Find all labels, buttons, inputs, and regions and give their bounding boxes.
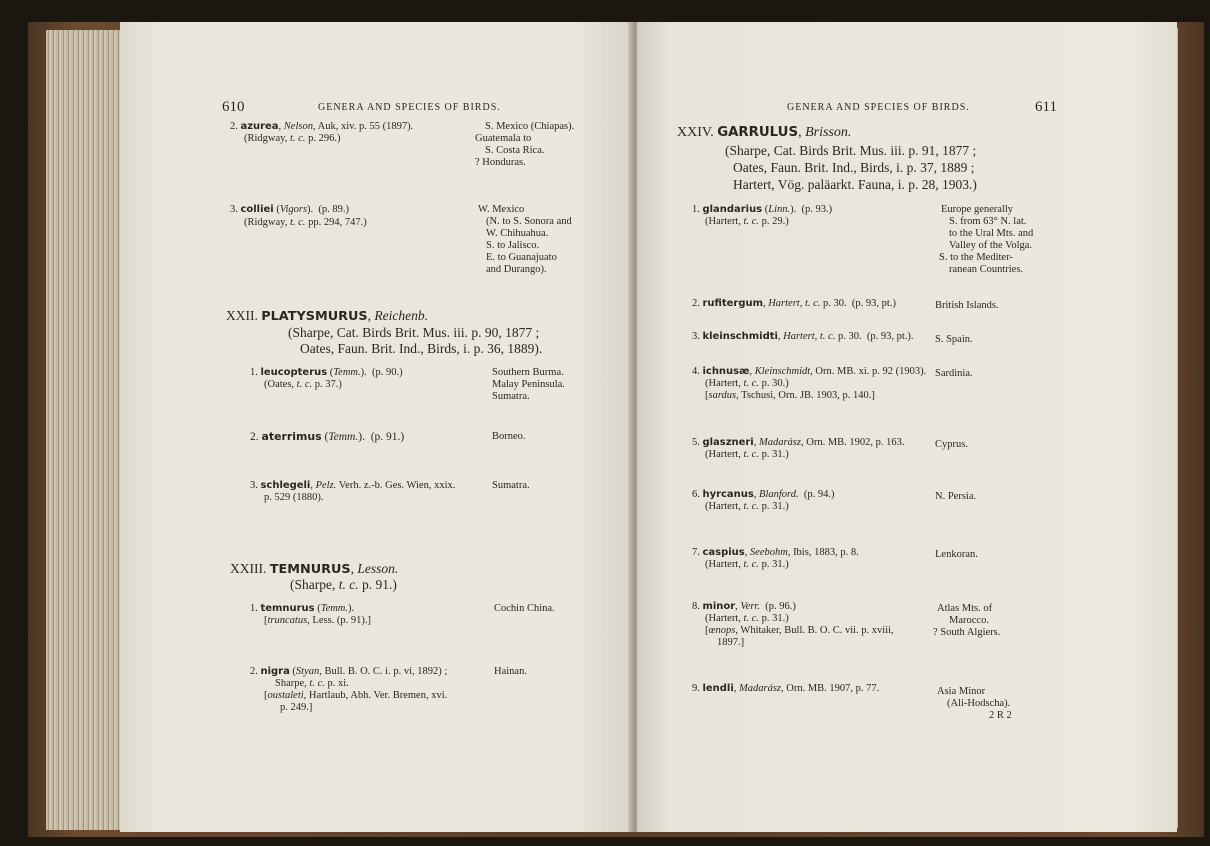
entry-line: 9. lendli, Madarász, Orn. MB. 1907, p. 77. [692,683,880,694]
page-number: 610 [222,99,245,115]
entry-line: Sharpe, t. c. p. xi. [275,678,349,689]
genus-reference: Hartert, Vög. paläarkt. Fauna, i. p. 28, 1903.) [733,177,977,192]
entry-line: 2. rufitergum, Hartert, t. c. p. 30. (p. 93, pt.) [692,298,896,309]
range-line: S. Spain. [935,334,973,345]
left-page [120,22,635,832]
entry-line: (Hartert, t. c. p. 31.) [705,613,789,624]
range-line: Europe generally [941,204,1014,215]
range-line: Hainan. [494,666,527,677]
range-line: Marocco. [949,615,989,626]
signature-mark: 2 R 2 [989,710,1012,721]
entry-line: 7. caspius, Seebohm, Ibis, 1883, p. 8. [692,547,859,558]
range-line: ? Honduras. [475,157,526,168]
range-line: S. Mexico (Chiapas). [485,121,575,132]
entry-line: p. 249.] [280,702,313,713]
genus-reference: (Sharpe, Cat. Birds Brit. Mus. iii. p. 90, 1877 ; [288,325,540,340]
range-line: S. Costa Rica. [485,145,545,156]
right-page [637,22,1177,832]
page-number: 611 [1035,99,1057,115]
range-line: Sardinia. [935,368,973,379]
entry-line: (Ridgway, t. c. p. 296.) [244,133,341,144]
entry-line: (Oates, t. c. p. 37.) [264,379,342,390]
range-line: N. Persia. [935,491,977,502]
range-line: Cochin China. [494,603,555,614]
genus-reference: (Sharpe, Cat. Birds Brit. Mus. iii. p. 91, 1877 ; [725,143,977,158]
entry-line: 3. kleinschmidti, Hartert, t. c. p. 30. (p. 93, pt.). [692,331,914,342]
entry-line: 4. ichnusæ, Kleinschmidt, Orn. MB. xi. p. 92 (1903). [692,366,927,377]
entry-line: p. 529 (1880). [264,492,324,503]
running-header: GENERA AND SPECIES OF BIRDS. [787,102,970,113]
range-line: ? South Algiers. [933,627,1001,638]
entry-line: 2. nigra (Styan, Bull. B. O. C. i. p. vi, 1892) ; [250,666,448,677]
entry-line: (Hartert, t. c. p. 31.) [705,501,789,512]
range-line: S. to the Mediter- [939,252,1013,263]
range-line: W. Chihuahua. [486,228,549,239]
range-line: E. to Guanajuato [486,252,557,263]
range-line: Guatemala to [475,133,532,144]
entry-line: (Hartert, t. c. p. 31.) [705,559,789,570]
entry-line: (Hartert, t. c. p. 29.) [705,216,789,227]
running-header: GENERA AND SPECIES OF BIRDS. [318,102,501,113]
entry-line: (Ridgway, t. c. pp. 294, 747.) [244,217,367,228]
range-line: to the Ural Mts. and [949,228,1034,239]
range-line: (Ali-Hodscha). [947,698,1011,709]
range-line: W. Mexico [478,204,525,215]
genus-reference: (Sharpe, t. c. p. 91.) [290,577,397,592]
range-line: Sumatra. [492,391,530,402]
range-line: S. from 63° N. lat. [949,216,1027,227]
entry-line: 1. temnurus (Temm.). [250,603,355,614]
range-line: Cyprus. [935,439,968,450]
entry-line: (Hartert, t. c. p. 31.) [705,449,789,460]
entry-line: 2. azurea, Nelson, Auk, xiv. p. 55 (1897). [230,121,414,132]
genus-heading: XXII. PLATYSMURUS, Reichenb. [226,308,428,324]
entry-line: 3. colliei (Vigors). (p. 89.) [230,204,350,215]
range-line: Atlas Mts. of [937,603,993,614]
entry-line: [œnops, Whitaker, Bull. B. O. C. vii. p. xviii, [705,625,894,636]
entry-line: [truncatus, Less. (p. 91).] [264,615,372,626]
entry-line: [oustaleti, Hartlaub, Abh. Ver. Bremen, xvi. [264,690,448,701]
range-line: (N. to S. Sonora and [486,216,572,227]
range-line: ranean Countries. [949,264,1024,275]
genus-reference: Oates, Faun. Brit. Ind., Birds, i. p. 37, 1889 ; [733,160,975,175]
range-line: Valley of the Volga. [949,240,1033,251]
range-line: Borneo. [492,431,526,442]
entry-line: [sardus, Tschusi, Orn. JB. 1903, p. 140.] [705,390,875,401]
genus-heading: XXIII. TEMNURUS, Lesson. [230,561,399,577]
genus-reference: Oates, Faun. Brit. Ind., Birds, i. p. 36, 1889). [300,341,543,356]
range-line: Lenkoran. [935,549,978,560]
range-line: and Durango). [486,264,547,275]
entry-line: 1. glandarius (Linn.). (p. 93.) [692,204,833,215]
entry-line: 2. aterrimus (Temm.). (p. 91.) [250,430,405,443]
range-line: S. to Jalisco. [486,240,540,251]
range-line: British Islands. [935,300,999,311]
range-line: Asia Minor [937,686,986,697]
entry-line: 3. schlegeli, Pelz. Verh. z.-b. Ges. Wien, xxix. [250,480,456,491]
range-line: Malay Peninsula. [492,379,565,390]
entry-line: 1. leucopterus (Temm.). (p. 90.) [250,367,403,378]
entry-line: 5. glaszneri, Madarász, Orn. MB. 1902, p. 163. [692,437,905,448]
range-line: Sumatra. [492,480,530,491]
entry-line: (Hartert, t. c. p. 30.) [705,378,789,389]
entry-line: 6. hyrcanus, Blanford. (p. 94.) [692,489,835,500]
genus-heading: XXIV. GARRULUS, Brisson. [677,125,852,140]
entry-line: 1897.] [717,637,745,648]
entry-line: 8. minor, Verr. (p. 96.) [692,601,796,612]
range-line: Southern Burma. [492,367,564,378]
